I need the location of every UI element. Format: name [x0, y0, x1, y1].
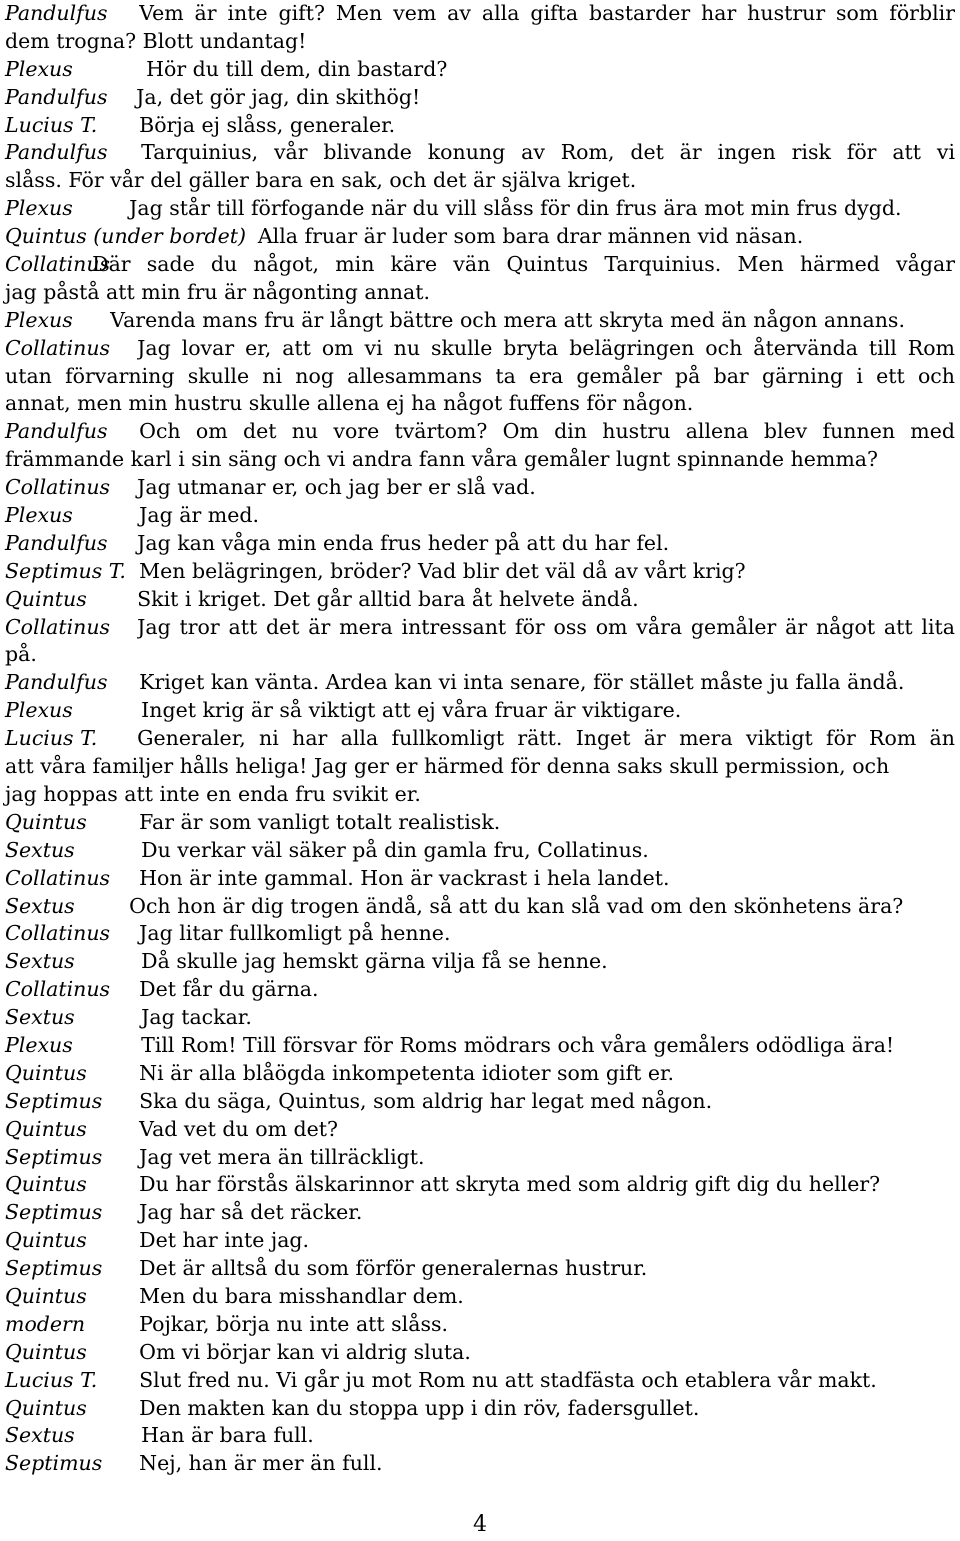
dialogue-text: Jag tror att det är mera intressant för oss om våra gemåler är något att lita [137, 614, 955, 639]
dialogue-line [5, 809, 955, 837]
dialogue-line [5, 1450, 955, 1478]
dialogue-text: jag hoppas att inte en enda fru svikit er. [5, 781, 421, 806]
dialogue-line [5, 1144, 955, 1172]
dialogue-line [5, 1422, 955, 1450]
speaker-name: Plexus [5, 1032, 73, 1057]
speaker-name: Sextus [5, 949, 75, 974]
dialogue-text: Ja, det gör jag, din skithög! [136, 84, 421, 109]
speaker-name: Sextus [5, 893, 75, 918]
dialogue-text: Jag vet mera än tillräckligt. [139, 1144, 425, 1169]
dialogue-line [5, 1088, 955, 1116]
dialogue-continuation [5, 781, 955, 809]
dialogue-continuation [5, 641, 955, 669]
dialogue-line [5, 1311, 955, 1339]
dialogue-line [5, 474, 955, 502]
dialogue-continuation [5, 363, 955, 391]
dialogue-text: Hör du till dem, din bastard? [146, 56, 448, 81]
dialogue-line [5, 418, 955, 446]
dialogue-line [5, 1199, 955, 1227]
dialogue-continuation [5, 446, 955, 474]
dialogue-text: Alla fruar är luder som bara drar männen vid näsan. [257, 224, 804, 249]
dialogue-text: utan förvarning skulle ni nog allesammans ta era gemåler på bar gärning i ett och [5, 363, 955, 388]
dialogue-text: Jag står till förfogande när du vill slåss för din frus ära mot min frus dygd. [129, 196, 902, 221]
dialogue-text: slåss. För vår del gäller bara en sak, och det är själva kriget. [5, 168, 637, 193]
dialogue-text: Du har förstås älskarinnor att skryta med som aldrig gift dig du heller? [139, 1172, 881, 1197]
dialogue-line [5, 1255, 955, 1283]
dialogue-text: Inget krig är så viktigt att ej våra fruar är viktigare. [141, 698, 682, 723]
dialogue-text: Det får du gärna. [139, 977, 319, 1002]
dialogue-text: på. [5, 642, 37, 667]
dialogue-line [5, 251, 955, 279]
dialogue-line [5, 1004, 955, 1032]
dialogue-line [5, 195, 955, 223]
dialogue-line [5, 0, 955, 28]
dialogue-text: Jag utmanar er, och jag ber er slå vad. [137, 475, 536, 500]
speaker-name: modern [5, 1311, 86, 1336]
dialogue-text: Där sade du något, min käre vän Quintus Tarquinius. Men härmed vågar [92, 252, 955, 277]
speaker-name: Collatinus [5, 335, 111, 360]
speaker-name: Septimus [5, 1451, 103, 1476]
dialogue-text: Vem är inte gift? Men vem av alla gifta bastarder har hustrur som förblir [139, 1, 955, 25]
dialogue-text: dem trogna? Blott undantag! [5, 28, 307, 53]
dialogue-text: annat, men min hustru skulle allena ej ha något fuffens för någon. [5, 391, 694, 416]
dialogue-text: Vad vet du om det? [139, 1116, 339, 1141]
dialogue-line [5, 725, 955, 753]
dialogue-continuation [5, 167, 955, 195]
dialogue-continuation [5, 279, 955, 307]
speaker-name: Pandulfus [5, 530, 108, 555]
speaker-name: Quintus [5, 1116, 87, 1141]
speaker-name: Pandulfus [5, 84, 108, 109]
speaker-name: Collatinus [5, 252, 111, 277]
dialogue-text: Pojkar, börja nu inte att slåss. [139, 1311, 449, 1336]
speaker-name: Collatinus [5, 865, 111, 890]
dialogue-line [5, 920, 955, 948]
dialogue-text: att våra familjer hålls heliga! Jag ger er härmed för denna saks skull permission, och [5, 754, 890, 779]
speaker-name: Quintus [5, 1395, 87, 1420]
dialogue-text: Jag kan våga min enda frus heder på att du har fel. [137, 530, 670, 555]
dialogue-line [5, 948, 955, 976]
speaker-name: Lucius T. [5, 1367, 98, 1392]
dialogue-text: Jag är med. [139, 503, 259, 528]
speaker-name: Quintus (under bordet) [5, 224, 246, 249]
speaker-name: Sextus [5, 837, 75, 862]
speaker-name: Plexus [5, 56, 73, 81]
dialogue-line [5, 335, 955, 363]
dialogue-text: Men du bara misshandlar dem. [139, 1283, 464, 1308]
speaker-name: Sextus [5, 1423, 75, 1448]
dialogue-text: Tarquinius, vår blivande konung av Rom, det är ingen risk för att vi [141, 140, 955, 165]
dialogue-line [5, 502, 955, 530]
speaker-name: Collatinus [5, 614, 111, 639]
speaker-name: Septimus T. [5, 558, 126, 583]
dialogue-line [5, 614, 955, 642]
dialogue-text: Och hon är dig trogen ändå, så att du kan slå vad om den skönhetens ära? [129, 893, 904, 918]
dialogue-line [5, 1227, 955, 1255]
speaker-name: Quintus [5, 1339, 87, 1364]
dialogue-line [5, 976, 955, 1004]
speaker-name: Plexus [5, 698, 73, 723]
dialogue-line [5, 697, 955, 725]
dialogue-line [5, 1339, 955, 1367]
dialogue-text: Han är bara full. [141, 1423, 314, 1448]
dialogue-line [5, 1367, 955, 1395]
speaker-name: Plexus [5, 196, 73, 221]
dialogue-text: Den makten kan du stoppa upp i din röv, fadersgullet. [139, 1395, 700, 1420]
dialogue-text: Du verkar väl säker på din gamla fru, Collatinus. [141, 837, 649, 862]
dialogue-text: Hon är inte gammal. Hon är vackrast i hela landet. [139, 865, 670, 890]
dialogue-text: Slut fred nu. Vi går ju mot Rom nu att stadfästa och etablera vår makt. [139, 1367, 877, 1392]
speaker-name: Lucius T. [5, 726, 98, 751]
dialogue-line [5, 865, 955, 893]
dialogue-text: Börja ej slåss, generaler. [139, 112, 396, 137]
dialogue-text: Jag har så det räcker. [139, 1200, 363, 1225]
speaker-name: Pandulfus [5, 419, 108, 444]
dialogue-text: främmande karl i sin säng och vi andra fann våra gemåler lugnt spinnande hemma? [5, 447, 878, 472]
speaker-name: Lucius T. [5, 112, 98, 137]
dialogue-continuation [5, 28, 955, 56]
dialogue-text: Det har inte jag. [139, 1228, 310, 1253]
dialogue-text: Då skulle jag hemskt gärna vilja få se henne. [141, 949, 608, 974]
dialogue-line [5, 112, 955, 140]
dialogue-line [5, 1283, 955, 1311]
dialogue-line [5, 669, 955, 697]
speaker-name: Collatinus [5, 475, 111, 500]
dialogue-line [5, 893, 955, 921]
dialogue-text: Jag litar fullkomligt på henne. [139, 921, 451, 946]
dialogue-line [5, 223, 955, 251]
speaker-name: Quintus [5, 809, 87, 834]
dialogue-line [5, 307, 955, 335]
speaker-name: Septimus [5, 1088, 103, 1113]
dialogue-text: Till Rom! Till försvar för Roms mödrars och våra gemålers odödliga ära! [141, 1032, 895, 1057]
dialogue-line [5, 586, 955, 614]
speaker-name: Pandulfus [5, 1, 108, 25]
dialogue-line [5, 530, 955, 558]
dialogue-text: jag påstå att min fru är någonting annat. [5, 279, 430, 304]
speaker-name: Septimus [5, 1144, 103, 1169]
dialogue-line [5, 1171, 955, 1199]
dialogue-text: Skit i kriget. Det går alltid bara åt helvete ändå. [137, 586, 639, 611]
dialogue-text: Nej, han är mer än full. [139, 1451, 383, 1476]
dialogue-text: Far är som vanligt totalt realistisk. [139, 809, 501, 834]
dialogue-text: Men belägringen, bröder? Vad blir det väl då av vårt krig? [139, 558, 746, 583]
dialogue-text: Om vi börjar kan vi aldrig sluta. [139, 1339, 471, 1364]
speaker-name: Collatinus [5, 977, 111, 1002]
dialogue-text: Ska du säga, Quintus, som aldrig har legat med någon. [139, 1088, 713, 1113]
speaker-name: Quintus [5, 1172, 87, 1197]
script-page [5, 0, 955, 1478]
dialogue-text: Och om det nu vore tvärtom? Om din hustru allena blev funnen med [139, 419, 955, 444]
dialogue-line [5, 1395, 955, 1423]
dialogue-continuation [5, 753, 955, 781]
speaker-name: Quintus [5, 1283, 87, 1308]
dialogue-text: Generaler, ni har alla fullkomligt rätt. Inget är mera viktigt för Rom än [137, 726, 955, 751]
dialogue-line [5, 1116, 955, 1144]
speaker-name: Septimus [5, 1200, 103, 1225]
dialogue-line [5, 56, 955, 84]
speaker-name: Quintus [5, 1228, 87, 1253]
dialogue-continuation [5, 390, 955, 418]
speaker-name: Pandulfus [5, 140, 108, 165]
dialogue-text: Kriget kan vänta. Ardea kan vi inta senare, för stället måste ju falla ändå. [139, 670, 905, 695]
dialogue-line [5, 837, 955, 865]
dialogue-line [5, 84, 955, 112]
speaker-name: Quintus [5, 586, 87, 611]
speaker-name: Plexus [5, 503, 73, 528]
speaker-name: Pandulfus [5, 670, 108, 695]
speaker-name: Septimus [5, 1256, 103, 1281]
dialogue-line [5, 1032, 955, 1060]
dialogue-line [5, 139, 955, 167]
speaker-name: Quintus [5, 1060, 87, 1085]
page-number: 4 [473, 1512, 487, 1537]
speaker-name: Sextus [5, 1005, 75, 1030]
dialogue-line [5, 558, 955, 586]
dialogue-text: Ni är alla blåögda inkompetenta idioter som gift er. [139, 1060, 675, 1085]
speaker-name: Collatinus [5, 921, 111, 946]
dialogue-text: Varenda mans fru är långt bättre och mera att skryta med än någon annans. [110, 307, 905, 332]
dialogue-line [5, 1060, 955, 1088]
dialogue-text: Jag tackar. [141, 1005, 252, 1030]
dialogue-text: Jag lovar er, att om vi nu skulle bryta belägringen och återvända till Rom [137, 335, 955, 360]
dialogue-text: Det är alltså du som förför generalernas hustrur. [139, 1256, 648, 1281]
speaker-name: Plexus [5, 307, 73, 332]
